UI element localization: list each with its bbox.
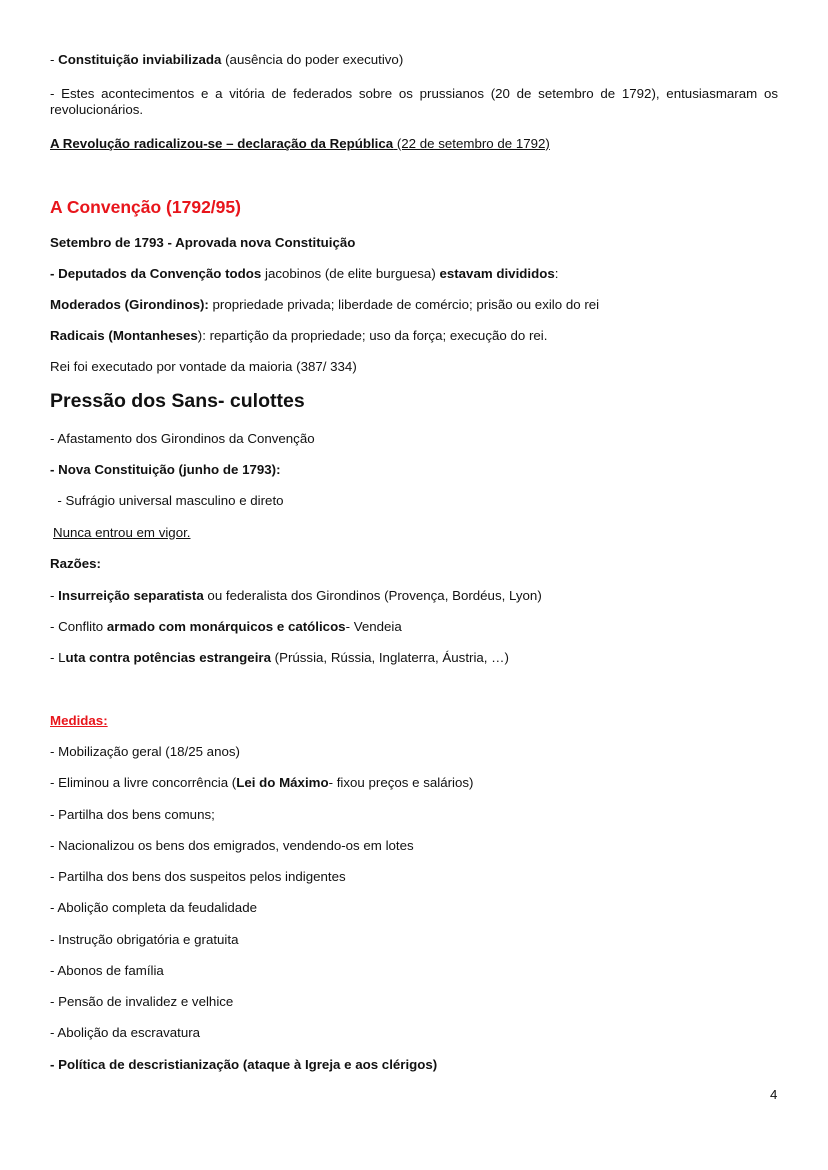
razoes-label	[50, 556, 101, 572]
razao-item	[50, 588, 542, 604]
text: ou federalista dos Girondinos (Provença, Bordéus, Lyon)	[203, 588, 542, 603]
razao-item	[50, 619, 402, 635]
revolucao-radicalizou-line	[50, 136, 550, 152]
text: jacobinos (de elite burguesa)	[261, 266, 440, 281]
acontecimentos-paragraph: - Estes acontecimentos e a vitória de federados sobre os prussianos (20 de setembro de 1792), entusiasmaram os revolucionários.	[50, 86, 778, 117]
sans-culottes-line-2	[50, 462, 281, 478]
page-number: 4	[770, 1087, 778, 1102]
bold-text: Setembro de 1793 - Aprovada nova Constituição	[50, 235, 356, 250]
medida-item: - Nacionalizou os bens dos emigrados, vendendo-os em lotes	[50, 838, 414, 853]
convencao-heading: A Convenção (1792/95)	[50, 197, 241, 217]
sans-culottes-heading: Pressão dos Sans- culottes	[50, 390, 305, 412]
medida-item: - Abolição completa da feudalidade	[50, 900, 257, 915]
convencao-line-4	[50, 328, 547, 344]
text: - Conflito	[50, 619, 107, 634]
text: :	[554, 266, 559, 281]
bold-text: Moderados (Girondinos):	[50, 297, 209, 312]
medida-item: - Abolição da escravatura	[50, 1025, 201, 1040]
text: (Prússia, Rússia, Inglaterra, Áustria, …)	[270, 650, 509, 665]
medida-item: - Partilha dos bens dos suspeitos pelos indigentes	[50, 869, 346, 884]
convencao-line-1	[50, 235, 355, 251]
red-underlined-text: Medidas:	[50, 713, 108, 728]
dash: -	[50, 52, 59, 67]
bold-underlined-text: A Revolução radicalizou-se – declaração da República	[50, 136, 394, 151]
convencao-line-3	[50, 297, 599, 313]
medida-item	[50, 775, 473, 791]
bold-text: Insurreição separatista	[58, 588, 204, 603]
medida-item: - Instrução obrigatória e gratuita	[50, 932, 239, 947]
text: -	[50, 588, 59, 603]
text: ): repartição da propriedade; uso da força; execução do rei.	[197, 328, 548, 343]
medida-item: - Abonos de família	[50, 963, 164, 978]
convencao-line-2	[50, 266, 558, 282]
bold-text: - Nova Constituição (junho de 1793):	[50, 462, 281, 477]
text: - fixou preços e salários)	[328, 775, 474, 790]
text: - L	[50, 650, 66, 665]
text: - Vendeia	[345, 619, 402, 634]
medida-item: - Pensão de invalidez e velhice	[50, 994, 234, 1009]
bold-text: - Deputados da Convenção todos	[50, 266, 262, 281]
bold-text: uta contra potências estrangeira	[65, 650, 271, 665]
constituicao-line	[50, 52, 403, 68]
convencao-line-5: Rei foi executado por vontade da maioria (387/ 334)	[50, 359, 357, 374]
medida-item: - Mobilização geral (18/25 anos)	[50, 744, 240, 759]
bold-text: Constituição inviabilizada	[58, 52, 222, 67]
medida-item	[50, 1057, 437, 1073]
underlined-text: (22 de setembro de 1792)	[393, 136, 550, 151]
underlined-text: Nunca entrou em vigor.	[53, 525, 191, 540]
bold-text: estavam divididos	[439, 266, 555, 281]
sans-culottes-line-3: - Sufrágio universal masculino e direto	[50, 493, 284, 508]
razao-item	[50, 650, 509, 666]
bold-text: Lei do Máximo	[236, 775, 329, 790]
text: propriedade privada; liberdade de comércio; prisão ou exilo do rei	[208, 297, 600, 312]
sans-culottes-line-1: - Afastamento dos Girondinos da Convenção	[50, 431, 315, 446]
nunca-entrou-em-vigor	[53, 525, 190, 541]
bold-text: Razões:	[50, 556, 101, 571]
bold-text: Radicais (Montanheses	[50, 328, 198, 343]
text: (ausência do poder executivo)	[221, 52, 404, 67]
text: - Eliminou a livre concorrência (	[50, 775, 237, 790]
medidas-label	[50, 713, 108, 729]
bold-text: - Política de descristianização (ataque à Igreja e aos clérigos)	[50, 1057, 438, 1072]
bold-text: armado com monárquicos e católicos	[106, 619, 346, 634]
medida-item: - Partilha dos bens comuns;	[50, 807, 215, 822]
